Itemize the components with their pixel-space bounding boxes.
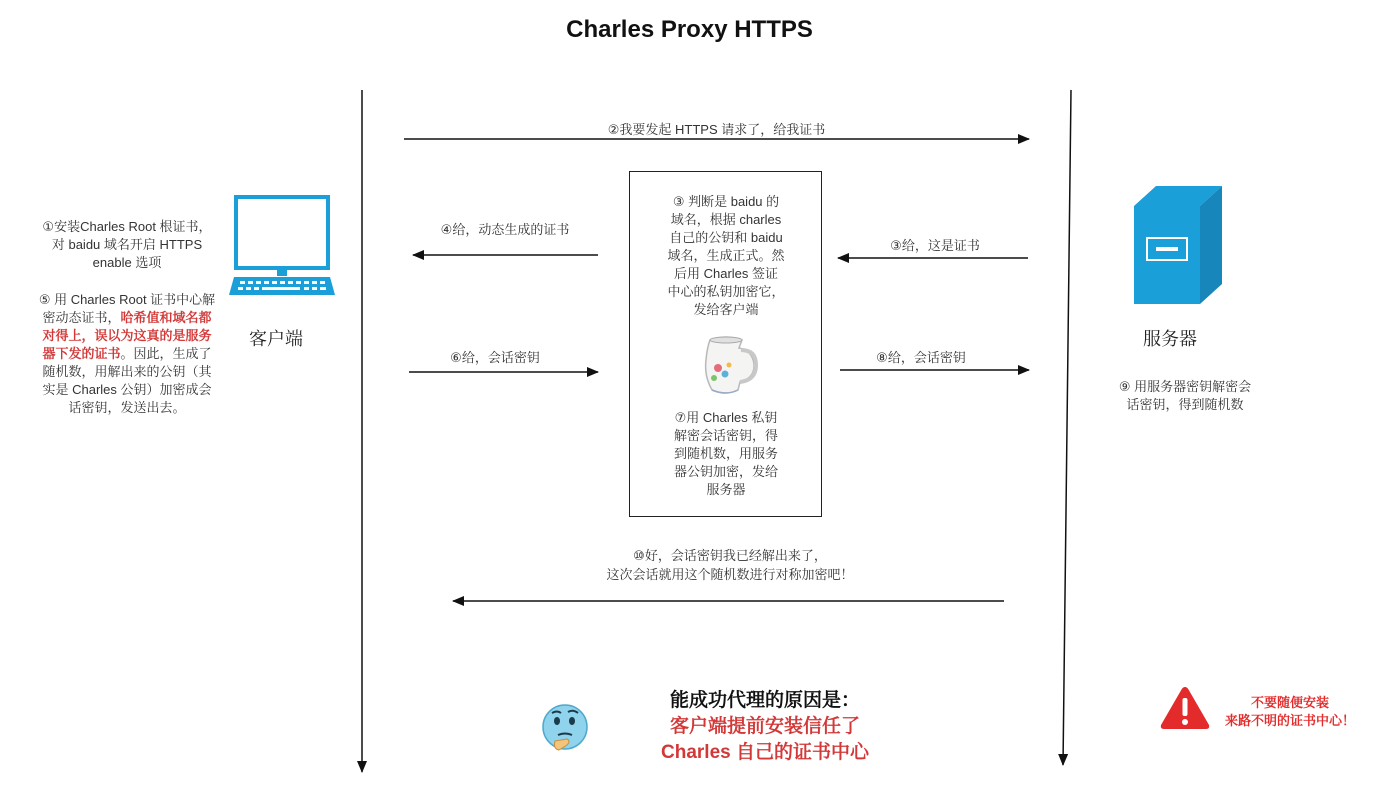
client-step5-line: 密动态证书，哈希值和域名都	[42, 310, 212, 325]
server-label: 服务器	[1143, 329, 1197, 349]
reason-heading: 能成功代理的原因是：	[669, 690, 860, 711]
client-step5-line: ⑤ 用 Charles Root 证书中心解	[38, 292, 216, 307]
charles-step7	[636, 409, 816, 499]
message-10	[480, 546, 980, 584]
message-8: ⑧给，会话密钥	[876, 350, 966, 365]
client-step5-line: 随机数，用解出来的公钥（其	[42, 364, 212, 379]
server-step9-line: ⑨ 用服务器密钥解密会	[1118, 379, 1252, 394]
client-step5-line: 器下发的证书。因此，生成了	[42, 346, 212, 361]
reason-line2: Charles 自己的证书中心	[661, 742, 869, 763]
message-2: ②我要发起 HTTPS 请求了，给我证书	[607, 122, 826, 137]
client-step5-line: 实是 Charles 公钥）加密成会	[42, 382, 212, 397]
message-6: ⑥给，会话密钥	[450, 350, 540, 365]
charles-step3-line: 发给客户端	[693, 302, 759, 317]
message-10-line2: 这次会话就用这个随机数进行对称加密吧！	[606, 567, 854, 582]
message-4: ④给，动态生成的证书	[440, 222, 570, 237]
server-icon	[1130, 184, 1224, 308]
client-step5	[22, 291, 232, 417]
laptop-icon	[228, 195, 336, 297]
jug-icon	[692, 332, 762, 400]
thinking-face-icon	[541, 703, 589, 753]
client-step5-highlight: 对得上，误以为这真的是服务	[42, 328, 212, 343]
charles-step3-line: 域名，根据 charles	[670, 212, 782, 227]
charles-step3-line: 中心的私钥加密它，	[667, 284, 785, 299]
warning-line1: 不要随便安装	[1250, 695, 1329, 710]
message-3: ③给，这是证书	[890, 238, 980, 253]
charles-step7-line: 到随机数，用服务	[673, 446, 778, 461]
client-step5-highlight: 器下发的证书	[42, 346, 121, 361]
server-lifeline	[1063, 90, 1071, 765]
reason-line1: 客户端提前安装信任了	[669, 716, 860, 737]
charles-step7-line: 器公钥加密，发给	[673, 464, 778, 479]
client-step1-line: 对 baidu 域名开启 HTTPS	[51, 237, 203, 252]
message-10-line1: ⑩好，会话密钥我已经解出来了，	[633, 548, 827, 563]
charles-step3	[636, 193, 816, 319]
charles-step3-line: ③ 判断是 baidu 的	[672, 194, 780, 209]
diagram-title: Charles Proxy HTTPS	[566, 16, 813, 43]
charles-step7-line: 解密会话密钥，得	[673, 428, 778, 443]
client-step5-line: 话密钥，发送出去。	[68, 400, 186, 415]
server-step9-line: 话密钥，得到随机数	[1126, 397, 1244, 412]
charles-step3-line: 自己的公钥和 baidu	[669, 230, 783, 245]
client-step1	[22, 218, 232, 272]
client-step1-line: enable 选项	[92, 255, 162, 270]
client-label: 客户端	[249, 329, 303, 349]
warning-line2: 来路不明的证书中心！	[1224, 713, 1355, 728]
charles-step3-line: 后用 Charles 签证	[673, 266, 779, 281]
warning-icon	[1159, 685, 1211, 731]
charles-step7-line: 服务器	[706, 482, 746, 497]
warning-text	[1210, 694, 1370, 730]
charles-step7-line: ⑦用 Charles 私钥	[674, 410, 778, 425]
server-step9	[1090, 378, 1280, 414]
client-step1-line: ①安装Charles Root 根证书，	[42, 219, 212, 234]
charles-step3-line: 域名，生成正式。然	[667, 248, 785, 263]
client-step5-highlight: 哈希值和域名都	[120, 310, 212, 325]
